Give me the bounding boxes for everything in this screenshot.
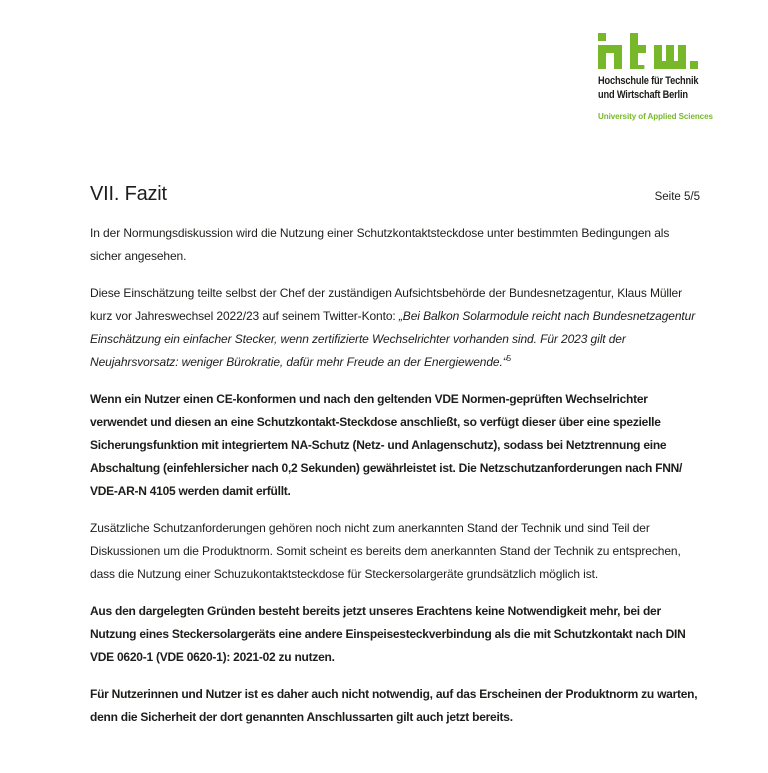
paragraph-nutzer-fazit: Für Nutzerinnen und Nutzer ist es daher auch nicht notwendig, auf das Erscheinen der Produktnorm zu warten, denn die Sicherheit der dort genannten Anschlussarten gilt auch jetzt bereits. (90, 687, 698, 724)
section-title: VII. Fazit (90, 183, 167, 205)
institution-line1: Hochschule für Technik (598, 75, 699, 87)
footnote-marker: 5 (506, 354, 511, 363)
paragraph-twitter-quote (90, 282, 702, 374)
page-indicator: Seite 5/5 (654, 191, 700, 203)
paragraph-keine-notwendigkeit: Aus den dargelegten Gründen besteht bereits jetzt unseres Erachtens keine Notwendigkeit mehr, bei der Nutzung eines Steckersolargeräts eine andere Einspeisesteckverbindung als die mit Schutzkontakt nach DIN VDE 0620-1 (VDE 0620-1): 2021-02 zu nutzen. (90, 604, 686, 664)
paragraph-normung: In der Normungsdiskussion wird die Nutzung einer Schutzkontaktsteckdose unter bestimmten Bedingungen als sicher angesehen. (90, 226, 670, 263)
quote-intro-text: Diese Einschätzung teilte selbst der Chef der zuständigen Aufsichtsbehörde der Bundesnetzagentur, Klaus Müller kurz vor Jahreswechsel 2022/23 auf seinem Twitter-Konto: (90, 286, 683, 323)
institution-name (598, 75, 732, 102)
institution-line2: und Wirtschaft Berlin (598, 88, 688, 101)
content-column (90, 183, 702, 743)
body-text (90, 222, 702, 729)
paragraph-stand-der-technik: Zusätzliche Schutzanforderungen gehören noch nicht zum anerkannten Stand der Technik und sind Teil der Diskussionen um die Produktnorm. Somit scheint es bereits dem anerkannten Stand der Technik zu entsprechen, dass die Nutzung einer Schuzukontaktsteckdose für Steckersolargeräte grundsätzlich möglich ist. (90, 521, 681, 581)
htw-wordmark-icon (598, 33, 698, 69)
htw-logo-block (598, 33, 758, 121)
heading-row (90, 183, 700, 206)
twitter-quote-text: „Bei Balkon Solarmodule reicht nach Bundesnetzagentur Einschätzung ein einfacher Stecker, wenn zertifizierte Wechselrichter vorhanden sind. Für 2023 gilt der Neujahrsvorsatz: weniger Bürokratie, dafür mehr Freude an der Energiewende.“ (90, 309, 696, 369)
paragraph-na-schutz: Wenn ein Nutzer einen CE-konformen und nach den geltenden VDE Normen-geprüften Wechselrichter verwendet und diesen an eine Schutzkontakt-Steckdose anschließt, so verfügt dieser über eine spezielle Sicherungsfunktion mit integriertem NA-Schutz (Netz- und Anlagenschutz), sodass bei Netztrennung eine Abschaltung (einfehlersicher nach 0,2 Sekunden) gewährleistet ist. Die Netzschutzanforderungen nach FNN/ VDE-AR-N 4105 werden damit erfüllt. (90, 392, 683, 498)
university-subtitle: University of Applied Sciences (598, 111, 713, 121)
